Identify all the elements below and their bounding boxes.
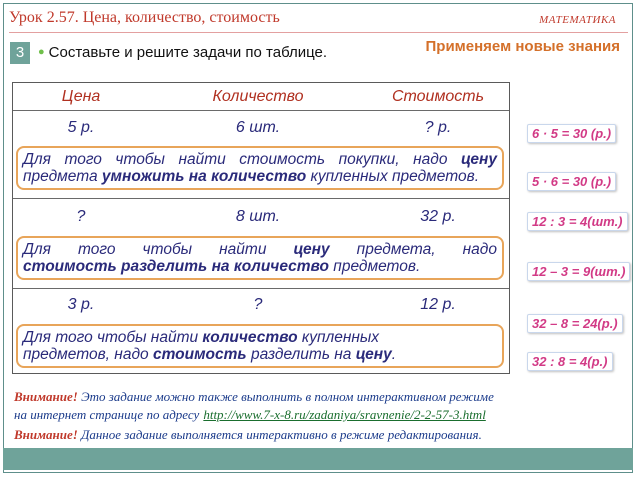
rule-line: предмета умножить на количество купленных предметов. <box>23 168 479 185</box>
rule-line: стоимость разделить на количество предметов. <box>23 258 421 275</box>
rule-line: Для того чтобы найти цену предмета, надо <box>23 241 497 258</box>
row1-cost: ? р. <box>424 119 452 136</box>
row1-quantity: 6 шт. <box>235 119 281 136</box>
rule-find-quantity[interactable] <box>16 324 504 368</box>
calc-card[interactable]: 12 : 3 = 4(шт.) <box>527 212 628 231</box>
attention-label: Внимание! <box>14 427 78 442</box>
calc-card[interactable]: 5 · 6 = 30 (р.) <box>527 172 616 191</box>
header-price: Цена <box>61 88 101 105</box>
table-divider <box>13 288 509 289</box>
lesson-title: Урок 2.57. Цена, количество, стоимость <box>9 9 280 26</box>
row2-cost: 32 р. <box>420 208 456 225</box>
rule-line: предметов, надо стоимость разделить на цену. <box>23 346 397 363</box>
bullet-icon: ● <box>38 46 45 58</box>
calc-card[interactable]: 32 – 8 = 24(р.) <box>527 314 623 333</box>
section-title: Применяем новые знания <box>425 38 620 55</box>
row2-price: ? <box>76 208 86 225</box>
header-quantity: Количество <box>212 88 304 105</box>
task-text <box>38 44 327 61</box>
row1-price: 5 р. <box>67 119 95 136</box>
header-divider <box>9 32 628 33</box>
row3-quantity: ? <box>253 296 263 313</box>
calc-card[interactable]: 6 · 5 = 30 (р.) <box>527 124 616 143</box>
attention-label: Внимание! <box>14 389 78 404</box>
header-cost: Стоимость <box>391 88 485 105</box>
rule-line: Для того чтобы найти стоимость покупки, надо цену <box>23 151 497 168</box>
rule-find-cost[interactable] <box>16 146 504 190</box>
row3-cost: 12 р. <box>420 296 456 313</box>
footer-bar <box>3 448 633 470</box>
subject-label: МАТЕМАТИКА <box>539 14 616 26</box>
rule-find-price[interactable] <box>16 236 504 280</box>
task-number-badge: 3 <box>10 42 30 64</box>
calc-card[interactable]: 32 : 8 = 4(р.) <box>527 352 613 371</box>
table-divider <box>13 198 509 199</box>
row2-quantity: 8 шт. <box>235 208 281 225</box>
exercise-link[interactable]: http://www.7-x-8.ru/zadaniya/sravnenie/2-2-57-3.html <box>203 407 486 422</box>
note-address: на интернет странице по адресу http://www.7-x-8.ru/zadaniya/sravnenie/2-2-57-3.html <box>14 407 486 422</box>
rule-line: Для того чтобы найти количество купленных <box>23 329 380 346</box>
note-edit-mode: Внимание! Данное задание выполняется интерактивно в режиме редактирования. <box>14 427 482 442</box>
task-label: Составьте и решите задачи по таблице. <box>48 44 328 61</box>
table-divider <box>13 110 509 111</box>
row3-price: 3 р. <box>67 296 95 313</box>
note-interactive: Внимание! Это задание можно также выполнить в полном интерактивном режиме <box>14 389 494 404</box>
calc-card[interactable]: 12 – 3 = 9(шт.) <box>527 262 630 281</box>
